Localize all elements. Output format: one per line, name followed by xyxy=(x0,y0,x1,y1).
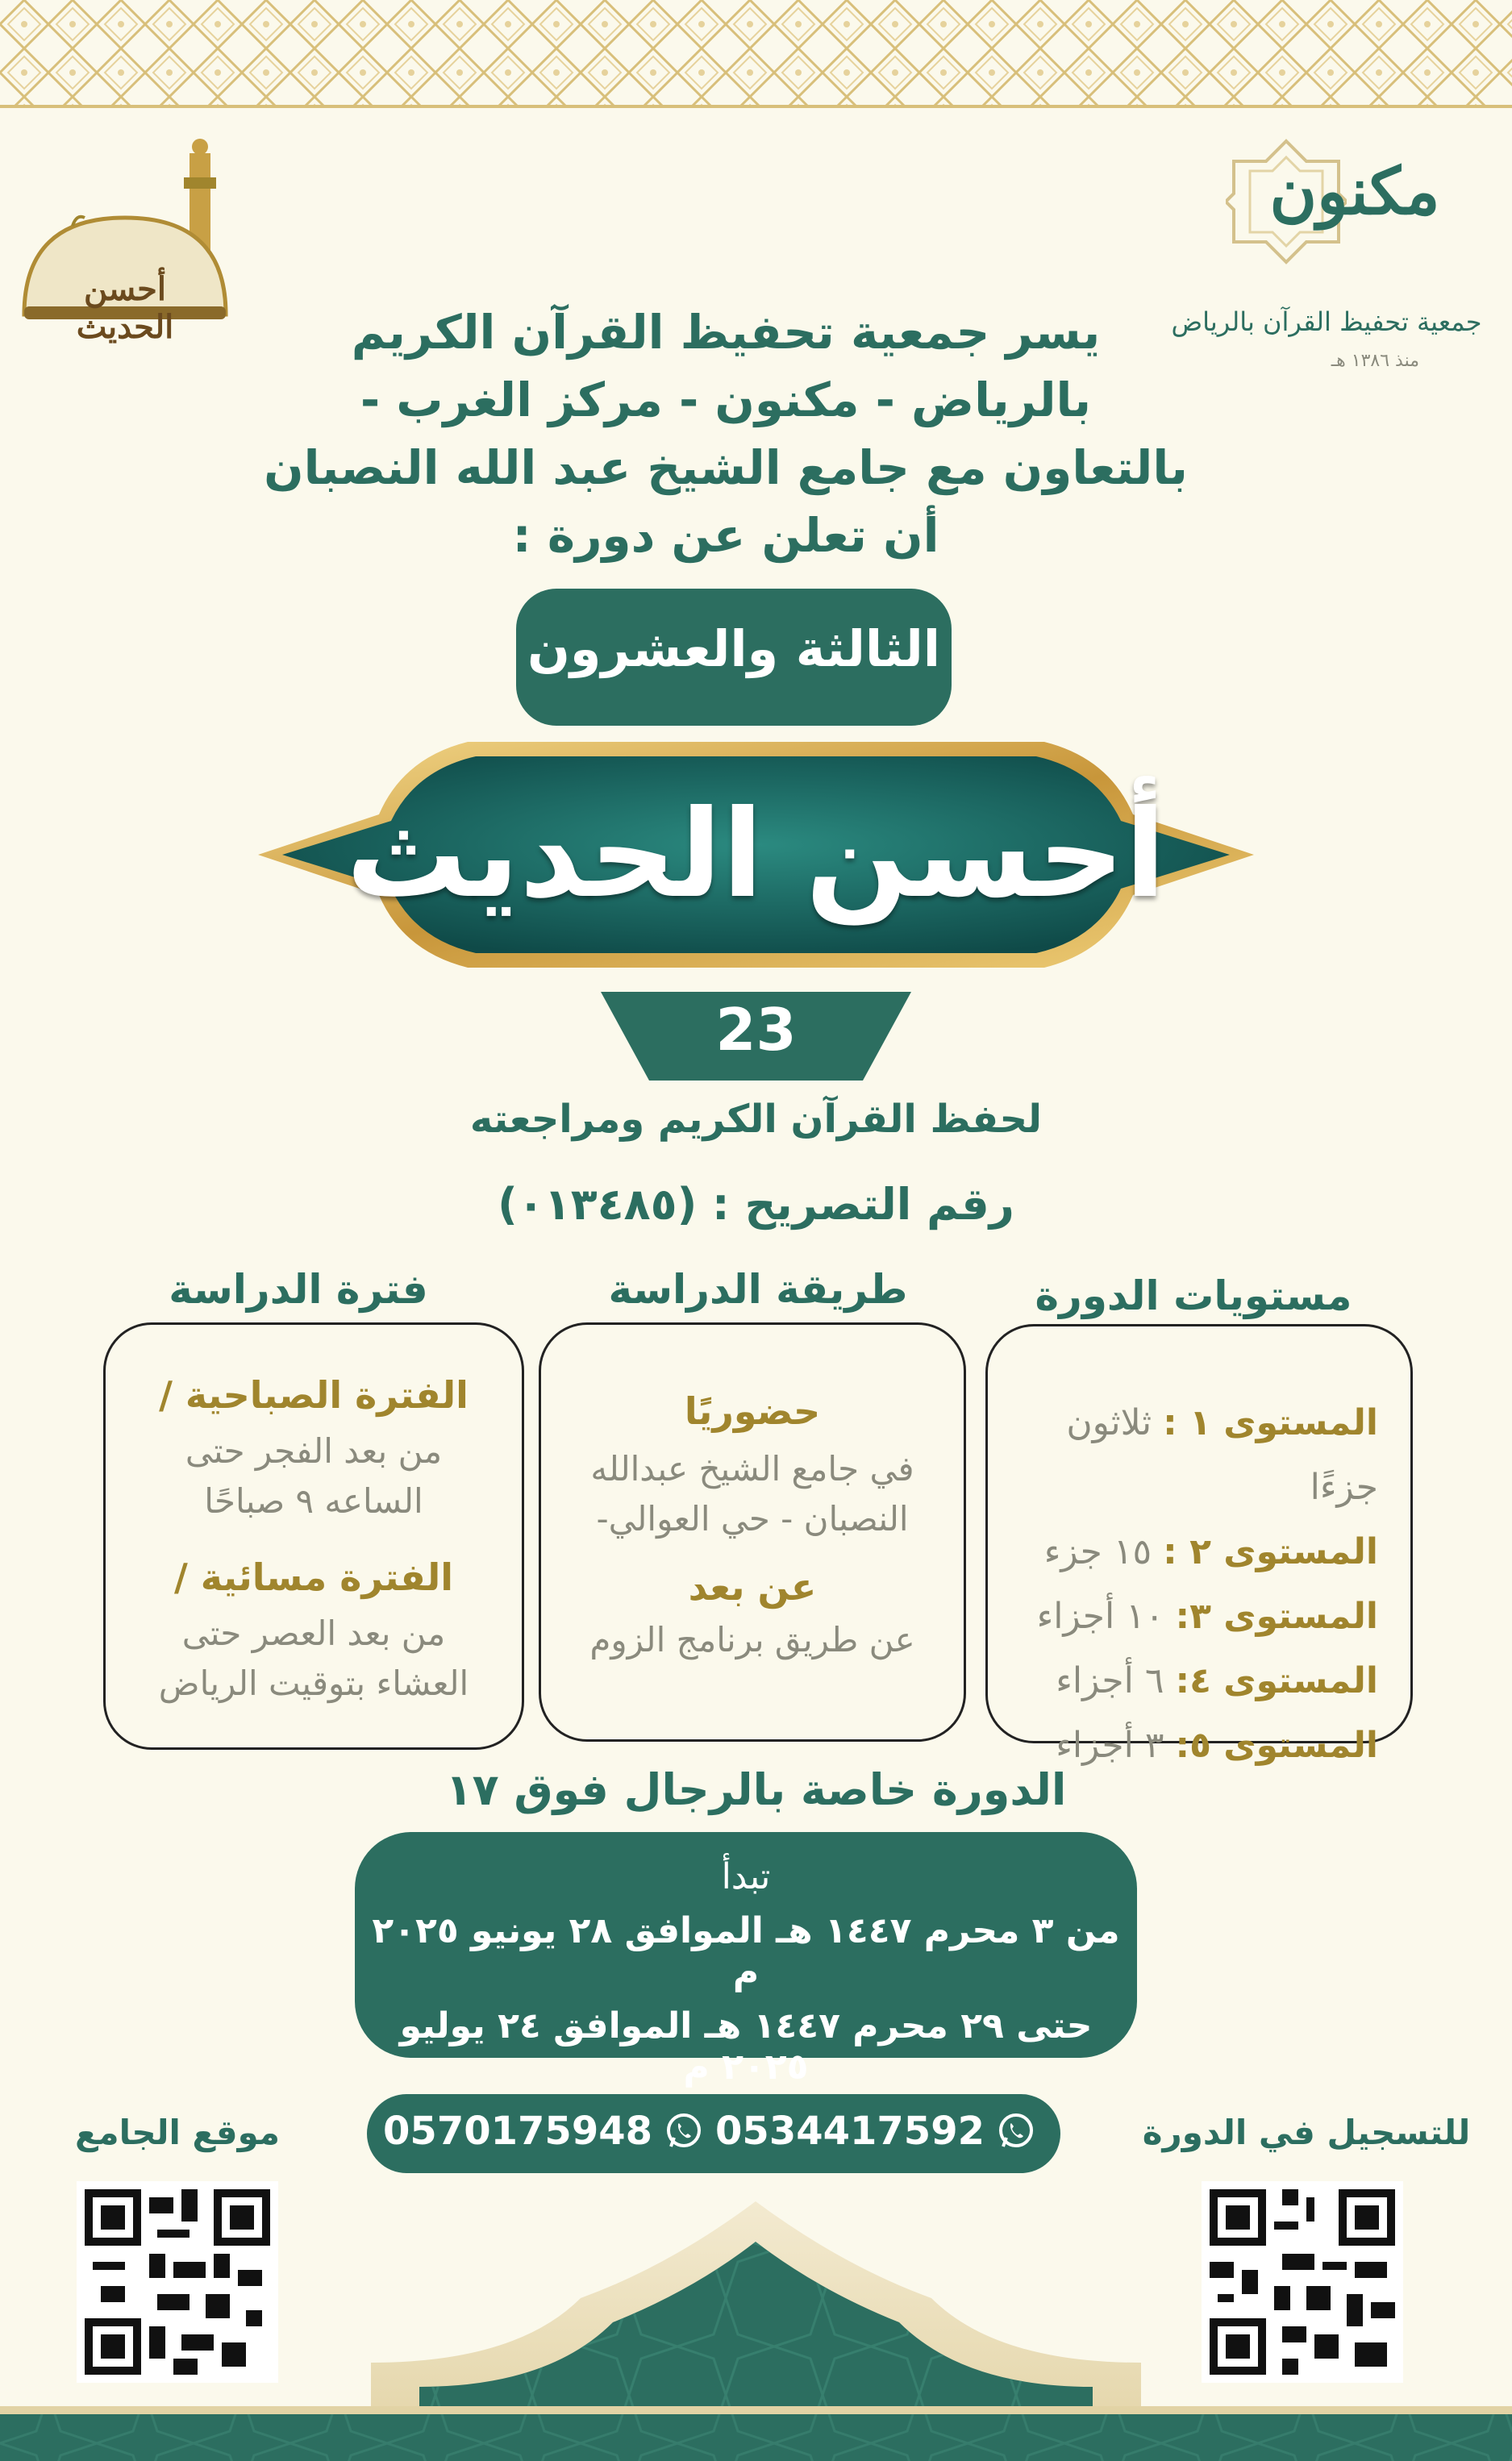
in-person-line-2: النصبان - حي العوالي- xyxy=(596,1499,909,1539)
edition-number: 23 xyxy=(715,996,797,1064)
whatsapp-icon xyxy=(664,2111,704,2151)
evening-title: الفترة مسائية / xyxy=(173,1555,454,1599)
method-heading: طريقة الدراسة xyxy=(608,1266,908,1313)
top-ornament xyxy=(0,0,1512,113)
logo-right-since: منذ ١٣٨٦ هـ xyxy=(1331,351,1419,371)
remote-title: عن بعد xyxy=(688,1565,817,1609)
edition-label: الثالثة والعشرون xyxy=(516,589,952,726)
logo-right-org: جمعية تحفيظ القرآن بالرياض xyxy=(1171,306,1482,337)
evening-line-2: العشاء بتوقيت الرياض xyxy=(158,1664,469,1703)
period-box xyxy=(103,1322,524,1750)
level-item: المستوى ١ : ثلاثون جزءًا xyxy=(1066,1402,1378,1508)
logo-right-name: مكنون xyxy=(1269,153,1440,229)
dates-box xyxy=(355,1832,1137,2088)
morning-title: الفترة الصباحية / xyxy=(159,1373,469,1417)
morning-line-2: الساعه ٩ صباحًا xyxy=(204,1481,423,1521)
level-item: المستوى ٢ : ١٥ جزء xyxy=(1043,1531,1378,1572)
intro-block xyxy=(242,298,1210,569)
intro-line-3: بالتعاون مع جامع الشيخ عبد الله النصبان xyxy=(264,440,1188,495)
intro-line-1: يسر جمعية تحفيظ القرآن الكريم xyxy=(351,305,1101,360)
in-person-title: حضوريًا xyxy=(684,1389,821,1433)
maknoon-logo xyxy=(1161,137,1492,379)
location-qr-code[interactable] xyxy=(77,2181,278,2383)
register-qr-code[interactable] xyxy=(1202,2181,1403,2383)
period-heading: فترة الدراسة xyxy=(169,1266,428,1313)
morning-line-1: من بعد الفجر حتى xyxy=(185,1431,443,1471)
start-date: من ٣ محرم ١٤٤٧ هـ الموافق ٢٨ يونيو ٢٠٢٥ م xyxy=(372,1910,1120,1993)
in-person-line-1: في جامع الشيخ عبدالله xyxy=(590,1449,914,1489)
logo-left-text: أحسن الحديث xyxy=(76,270,174,346)
intro-line-2: بالرياض - مكنون - مركز الغرب - xyxy=(360,373,1092,427)
license-number: رقم التصريح : (٠١٣٤٨٥) xyxy=(498,1179,1014,1230)
phone-number-1[interactable]: 0534417592 xyxy=(715,2109,985,2154)
phone-pill xyxy=(367,2094,1060,2173)
starts-label: تبدأ xyxy=(721,1856,771,1897)
course-purpose: لحفظ القرآن الكريم ومراجعته xyxy=(469,1097,1043,1142)
level-item: المستوى ٥: ٣ أجزاء xyxy=(1056,1725,1378,1766)
eligibility-notice: الدورة خاصة بالرجال فوق ١٧ xyxy=(445,1764,1067,1815)
evening-line-1: من بعد العصر حتى xyxy=(181,1614,446,1653)
level-item: المستوى ٤: ٦ أجزاء xyxy=(1056,1660,1378,1701)
phone-number-2[interactable]: 0570175948 xyxy=(383,2109,653,2154)
location-label: موقع الجامع xyxy=(74,2113,281,2152)
register-label: للتسجيل في الدورة xyxy=(1142,2113,1471,2152)
method-box xyxy=(539,1322,966,1742)
whatsapp-icon xyxy=(996,2111,1036,2151)
course-title: أحسن الحديث xyxy=(346,785,1166,925)
edition-number-badge xyxy=(601,992,911,1081)
levels-box xyxy=(985,1324,1413,1766)
ahsan-alhadith-logo xyxy=(16,129,234,347)
intro-line-4: أن تعلن عن دورة : xyxy=(512,508,939,563)
end-date: حتى ٢٩ محرم ١٤٤٧ هـ الموافق ٢٤ يوليو ٢٠٢٥ م xyxy=(399,2005,1093,2088)
title-banner xyxy=(258,710,1254,1000)
remote-line-1: عن طريق برنامج الزوم xyxy=(589,1620,915,1659)
levels-heading: مستويات الدورة xyxy=(1035,1272,1352,1319)
level-item: المستوى ٣: ١٠ أجزاء xyxy=(1036,1596,1378,1637)
